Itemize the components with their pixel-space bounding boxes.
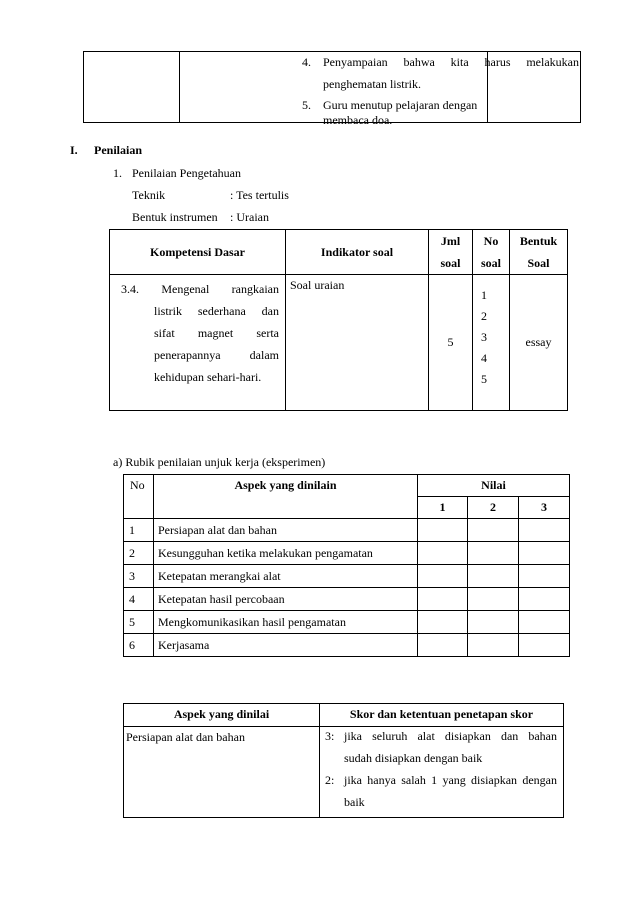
score-cell bbox=[418, 519, 468, 542]
score-cell bbox=[468, 565, 519, 588]
pengetahuan-title: Penilaian Pengetahuan bbox=[132, 166, 241, 180]
indikator-cell: Soal uraian bbox=[286, 275, 429, 411]
activity-empty-cell bbox=[84, 52, 180, 123]
jml-cell: 5 bbox=[429, 275, 473, 411]
score-cell bbox=[418, 634, 468, 657]
no-cell: 1 2 3 4 5 bbox=[473, 275, 510, 411]
nilai-3-header: 3 bbox=[519, 497, 570, 519]
indikator-header: Indikator soal bbox=[286, 230, 429, 275]
step-4-line1: Penyampaian bahwa kita harus melakukan bbox=[323, 55, 579, 69]
skor-3-line1: jika seluruh alat disiapkan dan bahan bbox=[344, 729, 557, 743]
step-4-line2: penghematan listrik. bbox=[323, 77, 421, 91]
score-cell bbox=[418, 565, 468, 588]
score-cell bbox=[519, 565, 570, 588]
score-cell bbox=[468, 542, 519, 565]
step-5-line1: Guru menutup pelajaran dengan membaca doa. bbox=[323, 98, 478, 127]
score-cell bbox=[418, 611, 468, 634]
score-cell bbox=[519, 542, 570, 565]
rubrik-row-aspek: Persiapan alat dan bahan bbox=[154, 519, 418, 542]
rubrik-row-aspek: Kesungguhan ketika melakukan pengamatan bbox=[154, 542, 418, 565]
teknik-value: : Tes tertulis bbox=[230, 188, 289, 202]
skor-2-line2: baik bbox=[344, 795, 365, 809]
skor-aspek-header: Aspek yang dinilai bbox=[124, 704, 320, 727]
score-cell bbox=[519, 519, 570, 542]
kd-header: Kompetensi Dasar bbox=[110, 230, 286, 275]
skor-ketentuan-header: Skor dan ketentuan penetapan skor bbox=[320, 704, 564, 727]
rubrik-row-aspek: Kerjasama bbox=[154, 634, 418, 657]
pengetahuan-number: 1. bbox=[113, 166, 122, 180]
rubrik-row-no: 5 bbox=[124, 611, 154, 634]
skor-3-num: 3: bbox=[325, 729, 335, 743]
kd-table bbox=[109, 229, 568, 411]
rubrik-row-no: 2 bbox=[124, 542, 154, 565]
bentuk-value: : Uraian bbox=[230, 210, 269, 224]
bentuk-header: Bentuk Soal bbox=[510, 230, 568, 275]
section-title: Penilaian bbox=[94, 143, 143, 157]
section-number: I. bbox=[70, 143, 78, 157]
skor-2-num: 2: bbox=[325, 773, 335, 787]
rubrik-no-header: No bbox=[124, 475, 154, 519]
rubrik-aspek-header: Aspek yang dinilain bbox=[154, 475, 418, 519]
skor-ketentuan-cell bbox=[320, 727, 564, 818]
score-cell bbox=[468, 611, 519, 634]
rubrik-nilai-header: Nilai bbox=[418, 475, 570, 497]
rubrik-label: a) Rubik penilaian unjuk kerja (eksperimen) bbox=[113, 455, 326, 469]
table-row bbox=[124, 542, 570, 565]
step-4-num: 4. bbox=[302, 55, 311, 69]
nilai-1-header: 1 bbox=[418, 497, 468, 519]
table-row bbox=[124, 634, 570, 657]
rubrik-row-aspek: Mengkomunikasikan hasil pengamatan bbox=[154, 611, 418, 634]
bentuk-label: Bentuk instrumen bbox=[132, 210, 218, 224]
step-5-num: 5. bbox=[302, 98, 311, 112]
rubrik-row-no: 4 bbox=[124, 588, 154, 611]
rubrik-row-aspek: Ketepatan hasil percobaan bbox=[154, 588, 418, 611]
table-row bbox=[124, 588, 570, 611]
rubrik-table bbox=[123, 474, 570, 657]
skor-3-line2: sudah disiapkan dengan baik bbox=[344, 751, 483, 765]
kd-cell: 3.4. Mengenal rangkaian listrik sederhana dan sifat magnet serta penerapannya dalam kehidupan sehari-hari. bbox=[110, 275, 286, 411]
skor-2-line1: jika hanya salah 1 yang disiapkan dengan bbox=[344, 773, 557, 787]
score-cell bbox=[519, 611, 570, 634]
table-row bbox=[124, 565, 570, 588]
nilai-2-header: 2 bbox=[468, 497, 519, 519]
rubrik-row-aspek: Ketepatan merangkai alat bbox=[154, 565, 418, 588]
no-header: No soal bbox=[473, 230, 510, 275]
jml-header: Jml soal bbox=[429, 230, 473, 275]
score-cell bbox=[468, 634, 519, 657]
rubrik-row-no: 6 bbox=[124, 634, 154, 657]
activity-table bbox=[83, 51, 581, 127]
score-cell bbox=[519, 634, 570, 657]
rubrik-row-no: 3 bbox=[124, 565, 154, 588]
bentuk-cell: essay bbox=[510, 275, 568, 411]
score-cell bbox=[418, 542, 468, 565]
score-cell bbox=[468, 519, 519, 542]
rubrik-row-no: 1 bbox=[124, 519, 154, 542]
teknik-label: Teknik bbox=[132, 188, 166, 202]
activity-steps-cell bbox=[180, 52, 579, 127]
score-cell bbox=[519, 588, 570, 611]
table-row bbox=[124, 611, 570, 634]
score-cell bbox=[468, 588, 519, 611]
skor-table bbox=[123, 703, 564, 818]
table-row bbox=[124, 519, 570, 542]
skor-aspek-cell: Persiapan alat dan bahan bbox=[124, 727, 320, 818]
score-cell bbox=[418, 588, 468, 611]
